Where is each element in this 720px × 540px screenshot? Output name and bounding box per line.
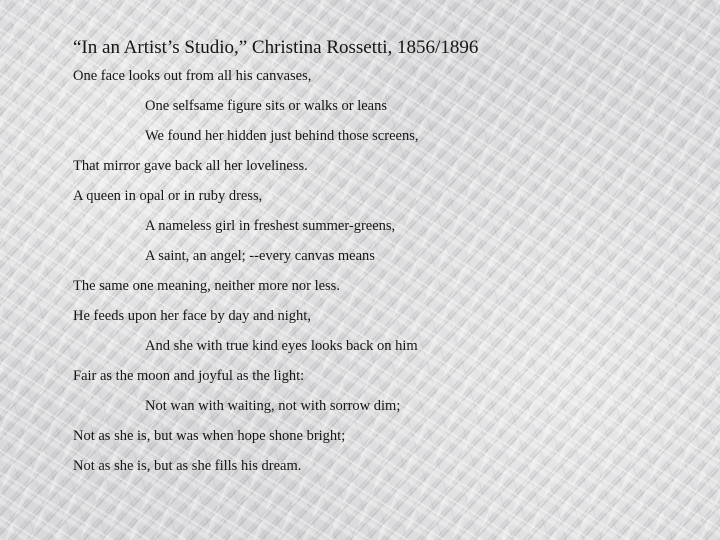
poem-body	[73, 68, 693, 475]
poem-line: We found her hidden just behind those screens,	[145, 128, 419, 144]
poem-line: Not as she is, but was when hope shone bright;	[73, 428, 346, 444]
poem-title: “In an Artist’s Studio,” Christina Rossetti, 1856/1896	[73, 37, 479, 58]
poem-line: That mirror gave back all her loveliness.	[73, 158, 308, 174]
poem-line: A saint, an angel; --every canvas means	[145, 248, 375, 264]
poem-line: Fair as the moon and joyful as the light:	[73, 368, 305, 384]
poem-line: Not wan with waiting, not with sorrow dim;	[145, 398, 401, 414]
poem-container	[73, 36, 693, 488]
poem-line: And she with true kind eyes looks back on him	[145, 338, 418, 354]
poem-line: Not as she is, but as she fills his dream.	[73, 458, 302, 474]
poem-line: The same one meaning, neither more nor less.	[73, 278, 340, 294]
poem-line: A nameless girl in freshest summer-greens,	[145, 218, 396, 234]
poem-line: He feeds upon her face by day and night,	[73, 308, 311, 324]
poem-line: A queen in opal or in ruby dress,	[73, 188, 263, 204]
poem-line: One selfsame figure sits or walks or leans	[145, 98, 388, 114]
poem-line: One face looks out from all his canvases,	[73, 68, 312, 84]
